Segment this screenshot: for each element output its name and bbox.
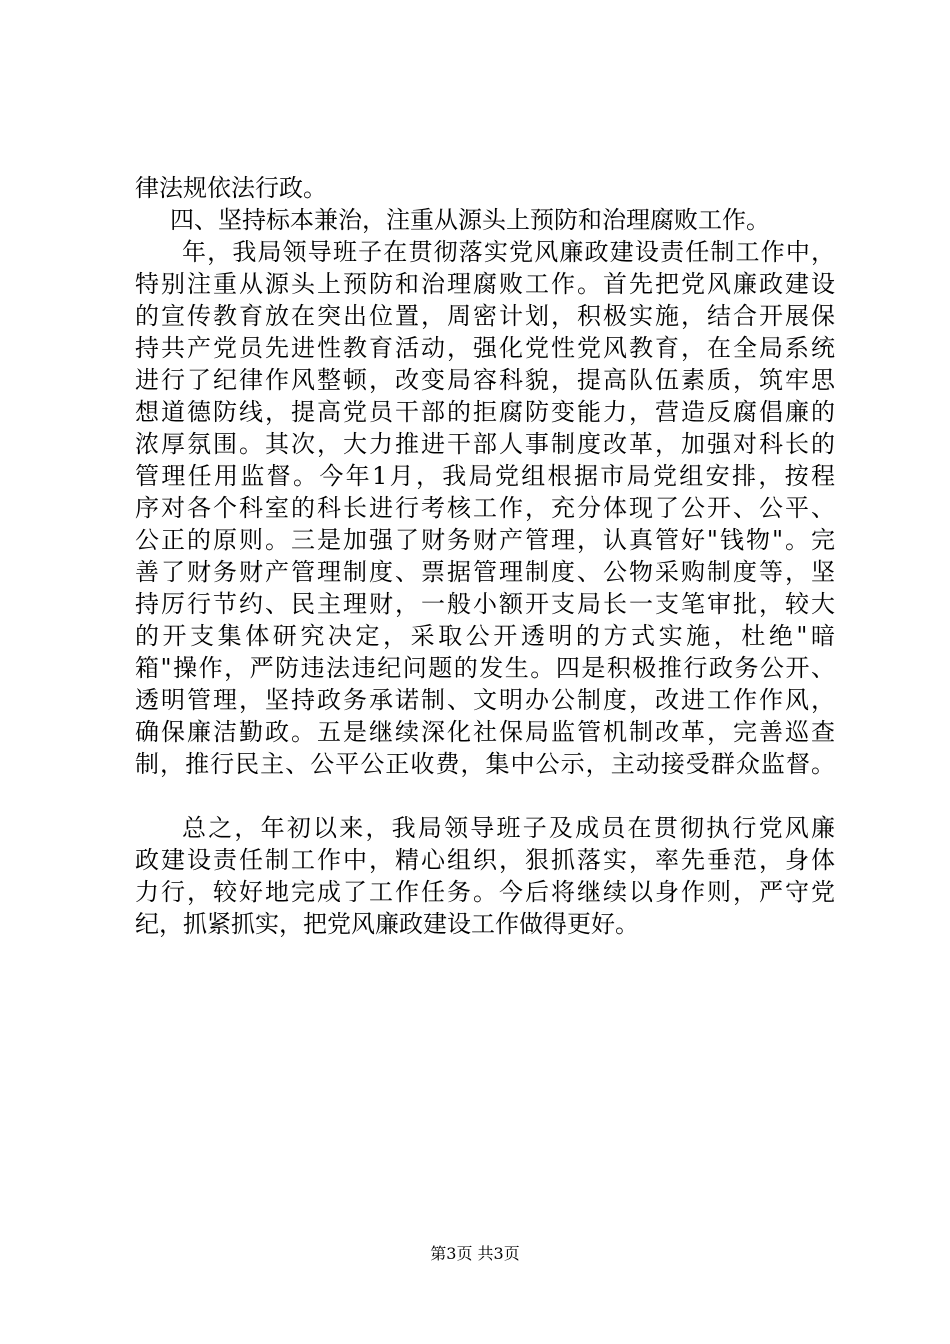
text-line: 律法规依法行政。	[135, 174, 327, 202]
text-line: 持共产党员先进性教育活动，强化党性党风教育，在全局系统	[135, 334, 835, 362]
paragraph-first-line: 总之，年初以来，我局领导班子及成员在贯彻执行党风廉	[182, 814, 835, 842]
text-line: 确保廉洁勤政。五是继续深化社保局监管机制改革，完善巡查	[135, 718, 835, 746]
paragraph-first-line: 年，我局领导班子在贯彻落实党风廉政建设责任制工作中，	[182, 238, 835, 266]
text-line: 特别注重从源头上预防和治理腐败工作。首先把党风廉政建设	[135, 270, 835, 298]
text-line: 政建设责任制工作中，精心组织，狠抓落实，率先垂范，身体	[135, 846, 835, 874]
text-line: 浓厚氛围。其次，大力推进干部人事制度改革，加强对科长的	[135, 430, 835, 458]
text-line: 的开支集体研究决定，采取公开透明的方式实施，杜绝"暗	[135, 622, 835, 650]
page-number-footer: 第3页 共3页	[430, 1244, 520, 1263]
text-line: 善了财务财产管理制度、票据管理制度、公物采购制度等，坚	[135, 558, 835, 586]
text-line: 纪，抓紧抓实，把党风廉政建设工作做得更好。	[135, 910, 639, 938]
text-line: 管理任用监督。今年1月，我局党组根据市局党组安排，按程	[135, 462, 835, 490]
text-line: 公正的原则。三是加强了财务财产管理，认真管好"钱物"。完	[135, 526, 835, 554]
text-line: 箱"操作，严防违法违纪问题的发生。四是积极推行政务公开、	[135, 654, 835, 682]
text-line: 进行了纪律作风整顿，改变局容科貌，提高队伍素质，筑牢思	[135, 366, 835, 394]
text-line: 序对各个科室的科长进行考核工作，充分体现了公开、公平、	[135, 494, 835, 522]
text-line: 制，推行民主、公平公正收费，集中公示，主动接受群众监督。	[135, 750, 835, 778]
text-line: 力行，较好地完成了工作任务。今后将继续以身作则，严守党	[135, 878, 835, 906]
text-line: 透明管理，坚持政务承诺制、文明办公制度，改进工作作风，	[135, 686, 835, 714]
section-heading: 四、坚持标本兼治，注重从源头上预防和治理腐败工作。	[170, 206, 770, 234]
text-line: 的宣传教育放在突出位置，周密计划，积极实施，结合开展保	[135, 302, 835, 330]
text-line: 想道德防线，提高党员干部的拒腐防变能力，营造反腐倡廉的	[135, 398, 835, 426]
text-line: 持厉行节约、民主理财，一般小额开支局长一支笔审批，较大	[135, 590, 835, 618]
